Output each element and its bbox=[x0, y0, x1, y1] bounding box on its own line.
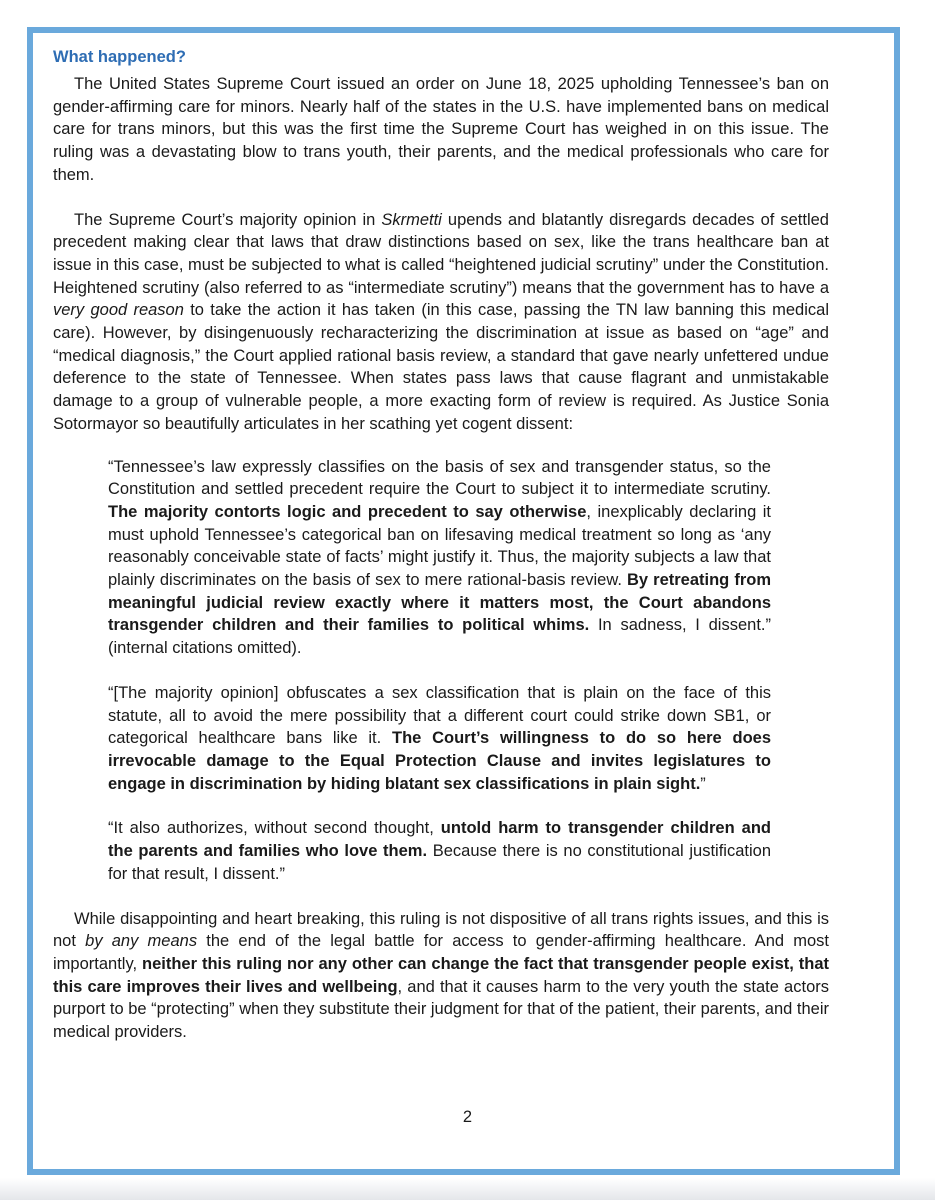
emphasis-italic: by any means bbox=[85, 932, 198, 951]
viewer-bottom-edge bbox=[0, 1178, 935, 1200]
emphasis-italic: very good reason bbox=[53, 301, 184, 320]
emphasis-bold: By retreating from meaningful judicial review exactly where it matters most, the Court abandons transgender children and their families to political whims. bbox=[108, 571, 771, 635]
text-run: “Tennessee’s law expressly classifies on the basis of sex and transgender status, so the Constitution and settled precedent require the Court to subject it to intermediate scrutiny. bbox=[108, 457, 771, 499]
paragraph-conclusion bbox=[53, 908, 829, 1044]
text-run: , and that it causes harm to the very youth the state actors purport to be “protecting” when they substitute their judgment for that of the patient, their parents, and their medical providers. bbox=[53, 977, 829, 1042]
section-heading: What happened? bbox=[53, 48, 186, 66]
text-run: “[The majority opinion] obfuscates a sex classification that is plain on the face of this statute, all to avoid the mere possibility that a different court could strike down SB1, or categorical healthcare bans like it. bbox=[108, 683, 771, 748]
text-run: While disappointing and heart breaking, this ruling is not dispositive of all trans rights issues, and this is not bbox=[53, 909, 829, 951]
block-quote-2 bbox=[108, 682, 771, 796]
text-run: The Supreme Court’s majority opinion in bbox=[74, 210, 382, 229]
block-quote-1 bbox=[108, 456, 771, 660]
paragraph-intro-text: The United States Supreme Court issued an order on June 18, 2025 upholding Tennessee’s ban on gender-affirming care for minors. Nearly half of the states in the U.S. have implemented bans on medical care for trans minors, but this was the first time the Supreme Court has weighed in on this issue. The ruling was a devastating blow to trans youth, their parents, and the medical professionals who care for them. bbox=[53, 75, 829, 184]
emphasis-bold: untold harm to transgender children and the parents and families who love them. bbox=[108, 819, 772, 861]
text-run: ” bbox=[700, 774, 706, 793]
text-run: “It also authorizes, without second thought, bbox=[108, 819, 441, 838]
paragraph-intro bbox=[53, 73, 829, 187]
page-number: 2 bbox=[462, 1108, 473, 1126]
emphasis-bold: The majority contorts logic and precedent to say otherwise bbox=[108, 502, 587, 521]
text-run: the end of the legal battle for access to gender-affirming healthcare. And most importantly, bbox=[53, 932, 829, 973]
text-run: upends and blatantly disregards decades of settled precedent making clear that laws that draw distinctions based on sex, like the trans healthcare ban at issue in this case, must be subjected to what is called “heightened judicial scrutiny” under the Constitution. Heightened scrutiny (also referred to as “intermediate scrutiny”) means that the government has to have a bbox=[53, 210, 829, 297]
document-body bbox=[53, 45, 829, 1044]
text-run: Because there is no constitutional justification for that result, I dissent.” bbox=[108, 842, 771, 883]
text-run: to take the action it has taken (in this case, passing the TN law banning this medical care). However, by disingenuously recharacterizing the discrimination at issue as based on “age” and “medical diagnosis,” the Court applied rational basis review, a standard that gave nearly unfettered undue deference to the state of Tennessee. When states pass laws that cause flagrant and unmistakable damage to a group of vulnerable people, a more exacting form of review is required. As Justice Sonia Sotormayor so beautifully articulates in her scathing yet cogent dissent: bbox=[53, 301, 829, 433]
text-run: In sadness, I dissent.” (internal citations omitted). bbox=[108, 616, 771, 658]
emphasis-bold: neither this ruling nor any other can change the fact that transgender people exist, that this care improves their lives and wellbeing bbox=[53, 954, 830, 996]
emphasis-bold: The Court’s willingness to do so here does irrevocable damage to the Equal Protection Clause and invites legislatures to engage in discrimination by hiding blatant sex classifications in plain sight. bbox=[108, 729, 772, 793]
block-quote-3 bbox=[108, 817, 771, 885]
case-name-italic: Skrmetti bbox=[381, 210, 442, 229]
paragraph-majority-opinion bbox=[53, 209, 829, 436]
text-run: , inexplicably declaring it must uphold Tennessee’s categorical ban on lifesaving medical treatment so long as ‘any reasonably conceivable state of facts’ might justify it. Thus, the majority subjects a law that plainly discriminates on the basis of sex to mere rational-basis review. bbox=[108, 502, 771, 590]
